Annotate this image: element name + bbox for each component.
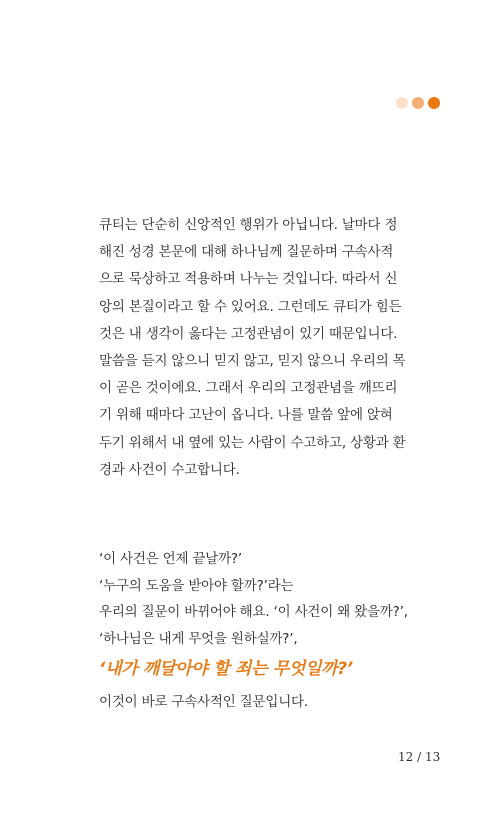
question-block (99, 546, 429, 718)
body-line: 큐티는 단순히 신앙적인 행위가 아닙니다. 날마다 정 (99, 217, 398, 233)
highlight-question: ‘내가 깨달아야 할 죄는 무엇일까?’ (99, 659, 353, 679)
body-line: 두기 위해서 내 옆에 있는 사람이 수고하고, 상황과 환 (99, 434, 406, 451)
question-line: ‘하나님은 내게 무엇을 원하실까?’, (99, 630, 298, 647)
question-line: 우리의 질문이 바뀌어야 해요. ‘이 사건이 왜 왔을까?’, (99, 604, 408, 620)
question-line: ‘누구의 도움을 받아야 할까?’라는 (99, 577, 294, 594)
page-number: 12 / 13 (398, 750, 441, 764)
closing-line: 이것이 바로 구속사적인 질문입니다. (99, 694, 308, 710)
body-line: 이 곧은 것이에요. 그래서 우리의 고정관념을 깨뜨리 (99, 380, 398, 397)
body-line: 경과 사건이 수고합니다. (99, 461, 240, 478)
dot-medium-icon (412, 97, 424, 109)
body-line: 것은 내 생각이 옳다는 고정관념이 있기 때문입니다. (99, 325, 398, 342)
body-paragraph (99, 212, 429, 484)
body-line: 말씀을 듣지 않으니 믿지 않고, 믿지 않으니 우리의 목 (99, 352, 406, 369)
body-line: 앙의 본질이라고 할 수 있어요. 그런데도 큐티가 힘든 (99, 298, 402, 315)
body-line: 해진 성경 본문에 대해 하나님께 질문하며 구속사적 (99, 244, 394, 261)
question-line: ‘이 사건은 언제 끝날까?’ (99, 551, 242, 567)
dot-dark-icon (428, 97, 440, 109)
body-line: 으로 묵상하고 적용하며 나누는 것입니다. 따라서 신 (99, 271, 398, 288)
dot-light-icon (396, 97, 408, 109)
three-dots-icon (396, 97, 440, 109)
body-line: 기 위해 때마다 고난이 옵니다. 나를 말씀 앞에 앉혀 (99, 407, 393, 424)
